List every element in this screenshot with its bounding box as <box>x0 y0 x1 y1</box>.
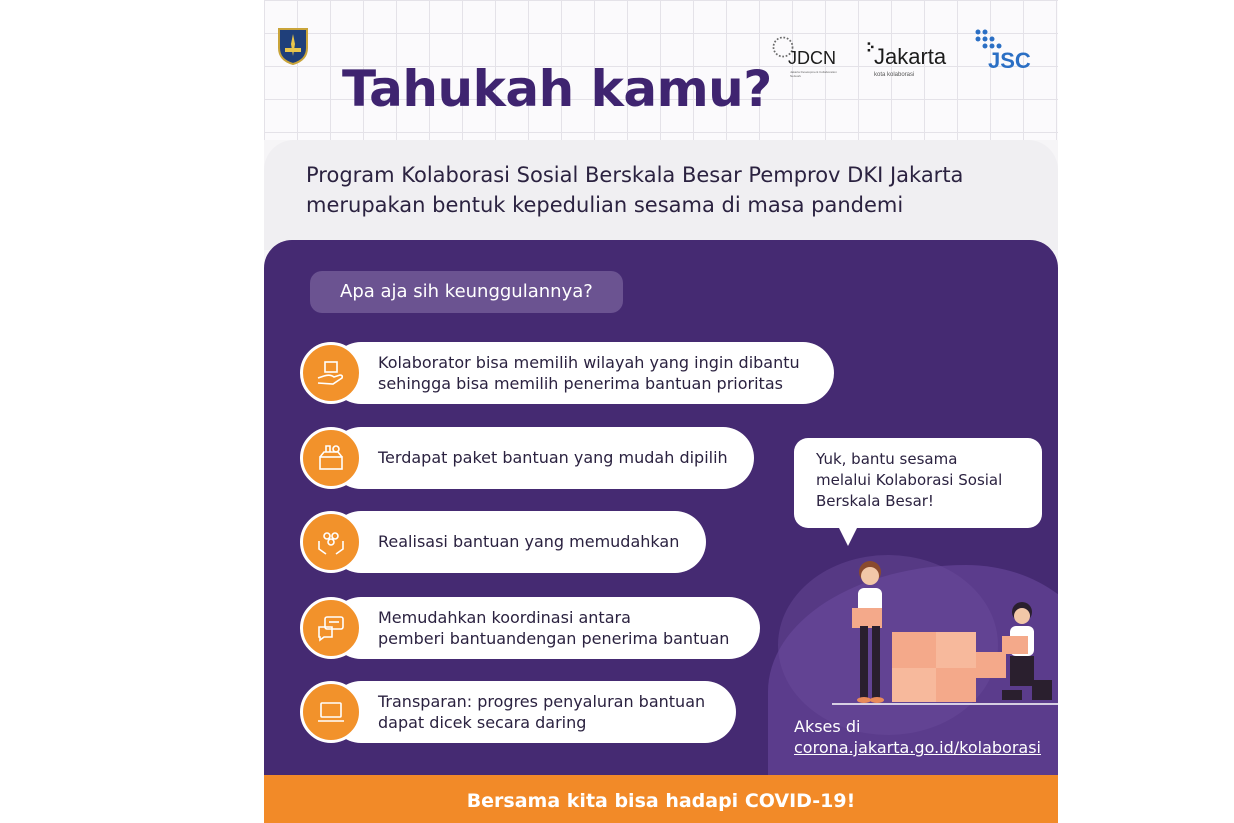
access-info <box>794 716 1041 758</box>
intro-line-1: Program Kolaborasi Sosial Berskala Besar Pemprov DKI Jakarta <box>306 163 964 187</box>
advantage-item <box>300 511 710 573</box>
advantage-line-1: Realisasi bantuan yang memudahkan <box>378 532 680 551</box>
jdcn-logo <box>770 30 850 82</box>
advantage-line-1: Transparan: progres penyaluran bantuan <box>378 692 706 711</box>
advantage-line-2: dapat dicek secara daring <box>378 713 587 732</box>
page-title: Tahukah kamu? <box>342 60 772 118</box>
access-link[interactable]: corona.jakarta.go.id/kolaborasi <box>794 738 1041 757</box>
access-label: Akses di <box>794 717 861 736</box>
intro-section <box>264 140 1058 250</box>
speech-bubble-text <box>816 449 1036 512</box>
chat-icon <box>300 597 362 659</box>
advantages-heading: Apa aja sih keunggulannya? <box>310 271 623 313</box>
advantage-text <box>378 691 705 733</box>
jakarta-logo-subtext: kota kolaborasi <box>874 72 915 78</box>
advantage-text <box>378 531 679 552</box>
advantage-item <box>300 342 840 404</box>
advantage-text <box>378 607 729 649</box>
jsc-logo-text: JSC <box>988 48 1031 73</box>
advantage-line-1: Memudahkan koordinasi antara <box>378 608 631 627</box>
advantage-text <box>378 352 800 394</box>
laptop-icon <box>300 681 362 743</box>
jakarta-logo-text: Jakarta <box>874 44 947 69</box>
bubble-line-3: Berskala Besar! <box>816 492 934 510</box>
infographic-poster <box>264 0 1058 823</box>
advantage-text <box>378 447 728 468</box>
volunteers-illustration <box>832 540 1058 710</box>
footer-banner: Bersama kita bisa hadapi COVID-19! <box>264 775 1058 823</box>
intro-line-2: merupakan bentuk kepedulian sesama di masa pandemi <box>306 193 904 217</box>
advantage-line-2: sehingga bisa memilih penerima bantuan prioritas <box>378 374 783 393</box>
speech-bubble <box>794 438 1042 528</box>
header <box>264 0 1058 140</box>
bubble-line-1: Yuk, bantu sesama <box>816 450 958 468</box>
advantage-item <box>300 597 766 659</box>
advantage-line-1: Terdapat paket bantuan yang mudah dipilih <box>378 448 728 467</box>
advantage-item <box>300 681 742 743</box>
dki-emblem-icon <box>276 26 310 66</box>
bubble-line-2: melalui Kolaborasi Sosial <box>816 471 1003 489</box>
jakarta-logo <box>866 30 966 82</box>
advantage-item <box>300 427 760 489</box>
jsc-logo <box>970 30 1050 82</box>
hands-people-icon <box>300 511 362 573</box>
advantage-line-2: pemberi bantuandengan penerima bantuan <box>378 629 730 648</box>
advantage-line-1: Kolaborator bisa memilih wilayah yang ingin dibantu <box>378 353 800 372</box>
hand-box-icon <box>300 342 362 404</box>
advantages-panel <box>264 240 1058 775</box>
grocery-box-icon <box>300 427 362 489</box>
intro-text <box>306 160 1026 220</box>
jdcn-logo-subtext: Jakarta Development Collaboration Network <box>790 70 837 78</box>
jdcn-logo-text: JDCN <box>788 48 836 68</box>
